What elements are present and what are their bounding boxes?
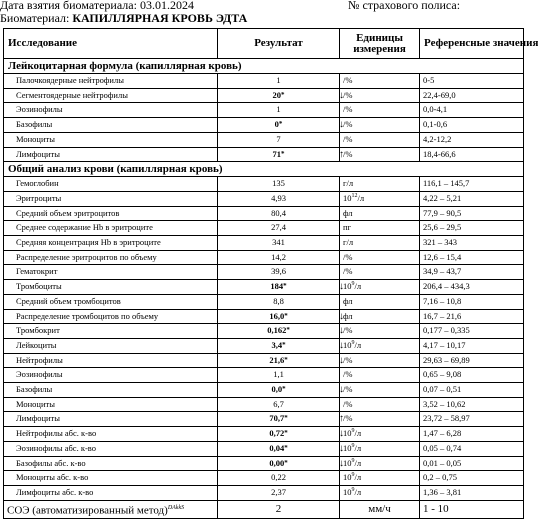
esr-name-cell bbox=[4, 500, 218, 519]
unit-text: фл bbox=[343, 207, 353, 218]
reference-range: 1,36 – 3,81 bbox=[420, 485, 524, 500]
result-value bbox=[276, 103, 280, 117]
result-cell bbox=[218, 74, 340, 89]
esr-unit: мм/ч bbox=[340, 500, 420, 519]
flag-marker: * bbox=[284, 311, 288, 320]
reference-range: 12,6 – 15,4 bbox=[420, 250, 524, 265]
section-title: Лейкоцитарная формула (капиллярная кровь) bbox=[4, 59, 524, 74]
test-name: Моноциты bbox=[4, 397, 218, 412]
table-header-row bbox=[4, 29, 524, 59]
result-value bbox=[271, 265, 286, 279]
result-value bbox=[269, 442, 287, 456]
result-cell bbox=[218, 280, 344, 295]
result-cell bbox=[218, 132, 340, 147]
result-cell bbox=[218, 265, 340, 280]
unit-cell bbox=[340, 221, 420, 236]
sample-date-value: 03.01.2024 bbox=[139, 0, 194, 12]
flag-marker: * bbox=[281, 90, 285, 99]
table-row bbox=[4, 191, 524, 206]
arrow-down-icon: ↓ bbox=[339, 428, 344, 440]
table-row bbox=[4, 353, 524, 368]
result-number: 1 bbox=[276, 104, 281, 115]
col-header-result: Результат bbox=[218, 29, 340, 59]
unit-cell bbox=[340, 368, 420, 383]
result-value bbox=[271, 192, 286, 206]
unit-cell bbox=[340, 103, 420, 118]
unit-suffix: /л bbox=[354, 486, 362, 497]
result-value bbox=[270, 280, 286, 294]
unit-cell bbox=[340, 485, 420, 500]
result-value bbox=[269, 412, 287, 426]
unit-text: /% bbox=[343, 251, 353, 262]
unit-text: 10 bbox=[343, 192, 352, 203]
reference-range: 0,65 – 9,08 bbox=[420, 368, 524, 383]
result-number: 0,04 bbox=[269, 442, 285, 453]
result-cell bbox=[218, 412, 344, 427]
unit-cell bbox=[340, 118, 420, 133]
unit-text: пг bbox=[343, 222, 352, 233]
unit-exponent: 9 bbox=[351, 472, 355, 479]
result-number: 21,6 bbox=[269, 354, 285, 365]
test-name: Средний объем эритроцитов bbox=[4, 206, 218, 221]
unit-text: /% bbox=[343, 325, 353, 336]
unit-text: г/л bbox=[343, 237, 354, 248]
test-name: Базофилы bbox=[4, 118, 218, 133]
test-name: Распределение эритроцитов по объему bbox=[4, 250, 218, 265]
result-cell bbox=[218, 309, 344, 324]
esr-row bbox=[4, 500, 524, 519]
unit-text: 10 bbox=[343, 428, 352, 439]
result-cell bbox=[218, 456, 344, 471]
test-name: Эозинофилы bbox=[4, 368, 218, 383]
result-value bbox=[267, 324, 290, 338]
result-value bbox=[271, 486, 286, 500]
flag-marker: * bbox=[286, 326, 290, 335]
result-cell bbox=[218, 221, 340, 236]
test-name: Моноциты bbox=[4, 132, 218, 147]
reference-range: 7,16 – 10,8 bbox=[420, 294, 524, 309]
result-number: 4,93 bbox=[271, 192, 286, 203]
result-number: 6,7 bbox=[273, 398, 284, 409]
reference-range: 0,01 – 0,05 bbox=[420, 456, 524, 471]
test-name: Сегментоядерные нейтрофилы bbox=[4, 88, 218, 103]
test-name: Средняя концентрация Hb в эритроците bbox=[4, 236, 218, 251]
table-row bbox=[4, 324, 524, 339]
result-cell bbox=[218, 471, 340, 486]
result-number: 0,22 bbox=[271, 472, 286, 483]
reference-range: 25,6 – 29,5 bbox=[420, 221, 524, 236]
table-row bbox=[4, 132, 524, 147]
reference-range: 0,1-0,6 bbox=[420, 118, 524, 133]
result-number: 80,4 bbox=[271, 207, 286, 218]
unit-text: /% bbox=[343, 104, 353, 115]
esr-name: СОЭ (автоматизированный метод) bbox=[7, 504, 168, 517]
unit-suffix: /л bbox=[354, 442, 362, 453]
unit-text: /% bbox=[343, 133, 353, 144]
arrow-down-icon: ↓ bbox=[339, 281, 344, 293]
table-row bbox=[4, 74, 524, 89]
unit-cell bbox=[340, 206, 420, 221]
unit-text: /% bbox=[343, 89, 353, 100]
reference-range: 23,72 – 58,97 bbox=[420, 412, 524, 427]
section-title: Общий анализ крови (капиллярная кровь) bbox=[4, 162, 524, 177]
result-cell bbox=[218, 206, 340, 221]
result-number: 16,0 bbox=[269, 310, 285, 321]
unit-cell bbox=[340, 236, 420, 251]
table-row bbox=[4, 471, 524, 486]
unit-cell bbox=[340, 88, 420, 103]
result-number: 0,0 bbox=[271, 384, 283, 395]
unit-text: 10 bbox=[343, 472, 352, 483]
unit-cell bbox=[340, 132, 420, 147]
test-name: Базофилы bbox=[4, 383, 218, 398]
result-cell bbox=[218, 250, 340, 265]
unit-cell bbox=[340, 250, 420, 265]
table-row bbox=[4, 485, 524, 500]
table-row bbox=[4, 427, 524, 442]
unit-text: 10 bbox=[343, 339, 352, 350]
unit-text: /% bbox=[343, 75, 353, 85]
flag-marker: * bbox=[284, 355, 288, 364]
unit-suffix: /л bbox=[354, 339, 362, 350]
test-name: Тромбокрит bbox=[4, 324, 218, 339]
result-value bbox=[271, 221, 286, 235]
table-row bbox=[4, 368, 524, 383]
table-row bbox=[4, 294, 524, 309]
result-value bbox=[272, 236, 285, 250]
unit-text: /% bbox=[343, 148, 353, 159]
result-value bbox=[276, 74, 280, 88]
result-value bbox=[272, 177, 285, 191]
unit-cell bbox=[340, 294, 420, 309]
esr-result: 2 bbox=[218, 500, 340, 519]
unit-exponent: 9 bbox=[351, 457, 355, 464]
insurance-policy-label: № страхового полиса: bbox=[348, 0, 461, 12]
result-value bbox=[269, 457, 287, 471]
arrow-down-icon: ↓ bbox=[339, 354, 344, 366]
reference-range: 4,2-12,2 bbox=[420, 132, 524, 147]
test-name: Лимфоциты bbox=[4, 147, 218, 162]
reference-range: 77,9 – 90,5 bbox=[420, 206, 524, 221]
reference-range: 22,4-69,0 bbox=[420, 88, 524, 103]
unit-suffix: /л bbox=[354, 472, 362, 483]
result-cell bbox=[218, 324, 344, 339]
result-value bbox=[273, 398, 284, 412]
arrow-up-icon: ↑ bbox=[339, 148, 344, 160]
unit-cell bbox=[340, 280, 420, 295]
col-header-test: Исследование bbox=[4, 29, 218, 59]
result-value bbox=[271, 339, 285, 353]
result-cell bbox=[218, 191, 340, 206]
result-number: 39,6 bbox=[271, 266, 286, 277]
unit-cell bbox=[340, 353, 420, 368]
biomaterial-line bbox=[0, 11, 247, 25]
reference-range: 0,07 – 0,51 bbox=[420, 383, 524, 398]
flag-marker: * bbox=[284, 443, 288, 452]
test-name: Эритроциты bbox=[4, 191, 218, 206]
result-number: 8,8 bbox=[273, 295, 284, 306]
table-row bbox=[4, 338, 524, 353]
table-row bbox=[4, 118, 524, 133]
arrow-down-icon: ↓ bbox=[339, 457, 344, 469]
reference-range: 116,1 – 145,7 bbox=[420, 177, 524, 192]
unit-text: /% bbox=[343, 398, 353, 409]
section-row bbox=[4, 162, 524, 177]
result-cell bbox=[218, 383, 344, 398]
unit-cell bbox=[340, 74, 420, 89]
test-name: Лимфоциты bbox=[4, 412, 218, 427]
unit-cell bbox=[340, 177, 420, 192]
result-value bbox=[276, 133, 280, 147]
result-cell bbox=[218, 236, 340, 251]
test-name: Нейтрофилы абс. к-во bbox=[4, 427, 218, 442]
result-value bbox=[273, 295, 284, 309]
result-number: 135 bbox=[272, 178, 285, 189]
unit-text: /% bbox=[343, 354, 353, 365]
table-row bbox=[4, 265, 524, 280]
flag-marker: * bbox=[282, 340, 286, 349]
unit-suffix: /л bbox=[354, 457, 362, 468]
unit-cell bbox=[340, 412, 420, 427]
unit-cell bbox=[340, 191, 420, 206]
table-row bbox=[4, 456, 524, 471]
arrow-down-icon: ↓ bbox=[339, 89, 344, 101]
reference-range: 0,2 – 0,75 bbox=[420, 471, 524, 486]
result-cell bbox=[218, 441, 344, 456]
reference-range: 1,47 – 6,28 bbox=[420, 427, 524, 442]
result-number: 341 bbox=[272, 237, 285, 248]
test-name: Нейтрофилы bbox=[4, 353, 218, 368]
result-cell bbox=[218, 88, 344, 103]
reference-range: 18,4-66,6 bbox=[420, 147, 524, 162]
unit-exponent: 9 bbox=[351, 487, 355, 494]
unit-text: 10 bbox=[343, 281, 352, 292]
unit-text: фл bbox=[343, 295, 353, 306]
unit-cell bbox=[340, 324, 420, 339]
table-row bbox=[4, 309, 524, 324]
result-cell bbox=[218, 338, 344, 353]
unit-cell bbox=[340, 397, 420, 412]
unit-text: 10 bbox=[343, 442, 352, 453]
result-cell bbox=[218, 397, 340, 412]
unit-cell bbox=[340, 456, 420, 471]
result-number: 0,72 bbox=[269, 428, 285, 439]
table-row bbox=[4, 147, 524, 162]
result-number: 71 bbox=[272, 148, 281, 159]
unit-text: /% bbox=[343, 384, 353, 395]
unit-exponent: 9 bbox=[351, 281, 355, 288]
unit-cell bbox=[340, 265, 420, 280]
test-name: Моноциты абс. к-во bbox=[4, 471, 218, 486]
result-cell bbox=[218, 368, 340, 383]
result-cell bbox=[218, 294, 340, 309]
result-value bbox=[271, 207, 286, 221]
table-row bbox=[4, 88, 524, 103]
flag-marker: * bbox=[278, 120, 283, 129]
result-number: 7 bbox=[276, 133, 281, 144]
result-number: 184 bbox=[270, 281, 284, 292]
arrow-down-icon: ↓ bbox=[339, 310, 344, 322]
unit-cell bbox=[340, 471, 420, 486]
reference-range: 4,17 – 10,17 bbox=[420, 338, 524, 353]
result-number: 20 bbox=[272, 89, 281, 100]
unit-exponent: 9 bbox=[351, 428, 355, 435]
unit-suffix: /л bbox=[357, 192, 365, 203]
test-name: Гемоглобин bbox=[4, 177, 218, 192]
unit-text: 10 bbox=[343, 486, 352, 497]
reference-range: 0,0-4,1 bbox=[420, 103, 524, 118]
unit-cell bbox=[340, 427, 420, 442]
arrow-down-icon: ↓ bbox=[339, 339, 344, 351]
reference-range: 0,05 – 0,74 bbox=[420, 441, 524, 456]
result-number: 1,1 bbox=[273, 369, 284, 380]
result-value bbox=[275, 118, 283, 132]
result-number: 0,162 bbox=[267, 325, 287, 336]
reference-range: 16,7 – 21,6 bbox=[420, 309, 524, 324]
reference-range: 29,63 – 69,89 bbox=[420, 353, 524, 368]
test-name: Эозинофилы абс. к-во bbox=[4, 441, 218, 456]
result-number: 2,37 bbox=[271, 486, 286, 497]
section-row bbox=[4, 59, 524, 74]
result-number: 1 bbox=[276, 75, 281, 85]
arrow-down-icon: ↓ bbox=[339, 384, 344, 396]
table-row bbox=[4, 103, 524, 118]
flag-marker: * bbox=[282, 385, 286, 394]
results-table bbox=[3, 28, 538, 519]
result-number: 27,4 bbox=[271, 222, 286, 233]
reference-range: 0-5 bbox=[420, 74, 524, 89]
result-number: 0 bbox=[274, 119, 279, 130]
unit-cell bbox=[340, 338, 420, 353]
esr-reference: 1 - 10 bbox=[420, 500, 524, 519]
result-number: 14,2 bbox=[271, 251, 286, 262]
result-number: 3,4 bbox=[271, 339, 283, 350]
flag-marker: * bbox=[284, 458, 288, 467]
reference-range: 321 – 343 bbox=[420, 236, 524, 251]
result-value bbox=[273, 368, 284, 382]
test-name: Базофилы абс. к-во bbox=[4, 456, 218, 471]
biomaterial-value: КАПИЛЛЯРНАЯ КРОВЬ ЭДТА bbox=[72, 11, 248, 25]
arrow-down-icon: ↓ bbox=[339, 442, 344, 454]
table-row bbox=[4, 397, 524, 412]
unit-text: /% bbox=[343, 266, 353, 277]
unit-text: 10 bbox=[343, 457, 352, 468]
flag-marker: * bbox=[283, 282, 287, 291]
unit-suffix: /л bbox=[354, 281, 362, 292]
result-number: 0,00 bbox=[269, 457, 285, 468]
unit-cell bbox=[340, 147, 420, 162]
reference-range: 4,22 – 5,21 bbox=[420, 191, 524, 206]
unit-exponent: 9 bbox=[351, 340, 355, 347]
unit-text: г/л bbox=[343, 178, 354, 189]
test-name: Лейкоциты bbox=[4, 338, 218, 353]
result-cell bbox=[218, 118, 344, 133]
table-row bbox=[4, 412, 524, 427]
test-name: Тромбоциты bbox=[4, 280, 218, 295]
unit-cell bbox=[340, 309, 420, 324]
test-name: Распределение тромбоцитов по объему bbox=[4, 309, 218, 324]
test-name: Средний объем тромбоцитов bbox=[4, 294, 218, 309]
table-row bbox=[4, 250, 524, 265]
unit-cell bbox=[340, 441, 420, 456]
result-value bbox=[273, 148, 285, 162]
sample-date-label: Дата взятия биоматериала: bbox=[0, 0, 137, 12]
arrow-down-icon: ↓ bbox=[339, 119, 344, 131]
result-cell bbox=[218, 147, 344, 162]
reference-range: 0,177 – 0,335 bbox=[420, 324, 524, 339]
result-value bbox=[271, 383, 285, 397]
result-cell bbox=[218, 485, 340, 500]
col-header-reference: Референсные значения bbox=[420, 29, 524, 59]
result-value bbox=[269, 427, 287, 441]
flag-marker: * bbox=[284, 429, 288, 438]
reference-range: 206,4 – 434,3 bbox=[420, 280, 524, 295]
arrow-up-icon: ↑ bbox=[339, 413, 344, 425]
col-header-units: Единицы измерения bbox=[340, 29, 420, 59]
result-value bbox=[271, 251, 286, 265]
unit-cell bbox=[340, 383, 420, 398]
unit-text: /% bbox=[343, 369, 353, 380]
result-value bbox=[269, 354, 287, 368]
flag-marker: * bbox=[281, 149, 285, 158]
unit-suffix: /л bbox=[354, 428, 362, 439]
test-name: Лимфоциты абс. к-во bbox=[4, 485, 218, 500]
results-body bbox=[4, 59, 524, 519]
unit-exponent: 9 bbox=[351, 443, 355, 450]
test-name: Гематокрит bbox=[4, 265, 218, 280]
table-row bbox=[4, 236, 524, 251]
test-name: Среднее содержание Hb в эритроците bbox=[4, 221, 218, 236]
test-name: Эозинофилы bbox=[4, 103, 218, 118]
flag-marker: * bbox=[284, 414, 288, 423]
unit-text: /% bbox=[343, 413, 353, 424]
result-value bbox=[269, 310, 287, 324]
result-cell bbox=[218, 353, 344, 368]
accreditation-mark: DAkkS bbox=[167, 504, 185, 511]
result-value bbox=[273, 89, 285, 103]
table-row bbox=[4, 441, 524, 456]
table-row bbox=[4, 206, 524, 221]
table-row bbox=[4, 280, 524, 295]
result-cell bbox=[218, 177, 340, 192]
reference-range: 3,52 – 10,62 bbox=[420, 397, 524, 412]
result-value bbox=[271, 471, 286, 485]
unit-text: фл bbox=[343, 310, 353, 321]
table-row bbox=[4, 177, 524, 192]
unit-exponent: 12 bbox=[351, 193, 358, 200]
table-row bbox=[4, 221, 524, 236]
result-cell bbox=[218, 103, 340, 118]
result-cell bbox=[218, 427, 344, 442]
result-number: 70,7 bbox=[269, 413, 285, 424]
arrow-down-icon: ↓ bbox=[339, 325, 344, 337]
biomaterial-label: Биоматериал: bbox=[0, 11, 70, 25]
table-row bbox=[4, 383, 524, 398]
reference-range: 34,9 – 43,7 bbox=[420, 265, 524, 280]
unit-text: /% bbox=[343, 119, 353, 130]
test-name: Палочкоядерные нейтрофилы bbox=[4, 74, 218, 89]
